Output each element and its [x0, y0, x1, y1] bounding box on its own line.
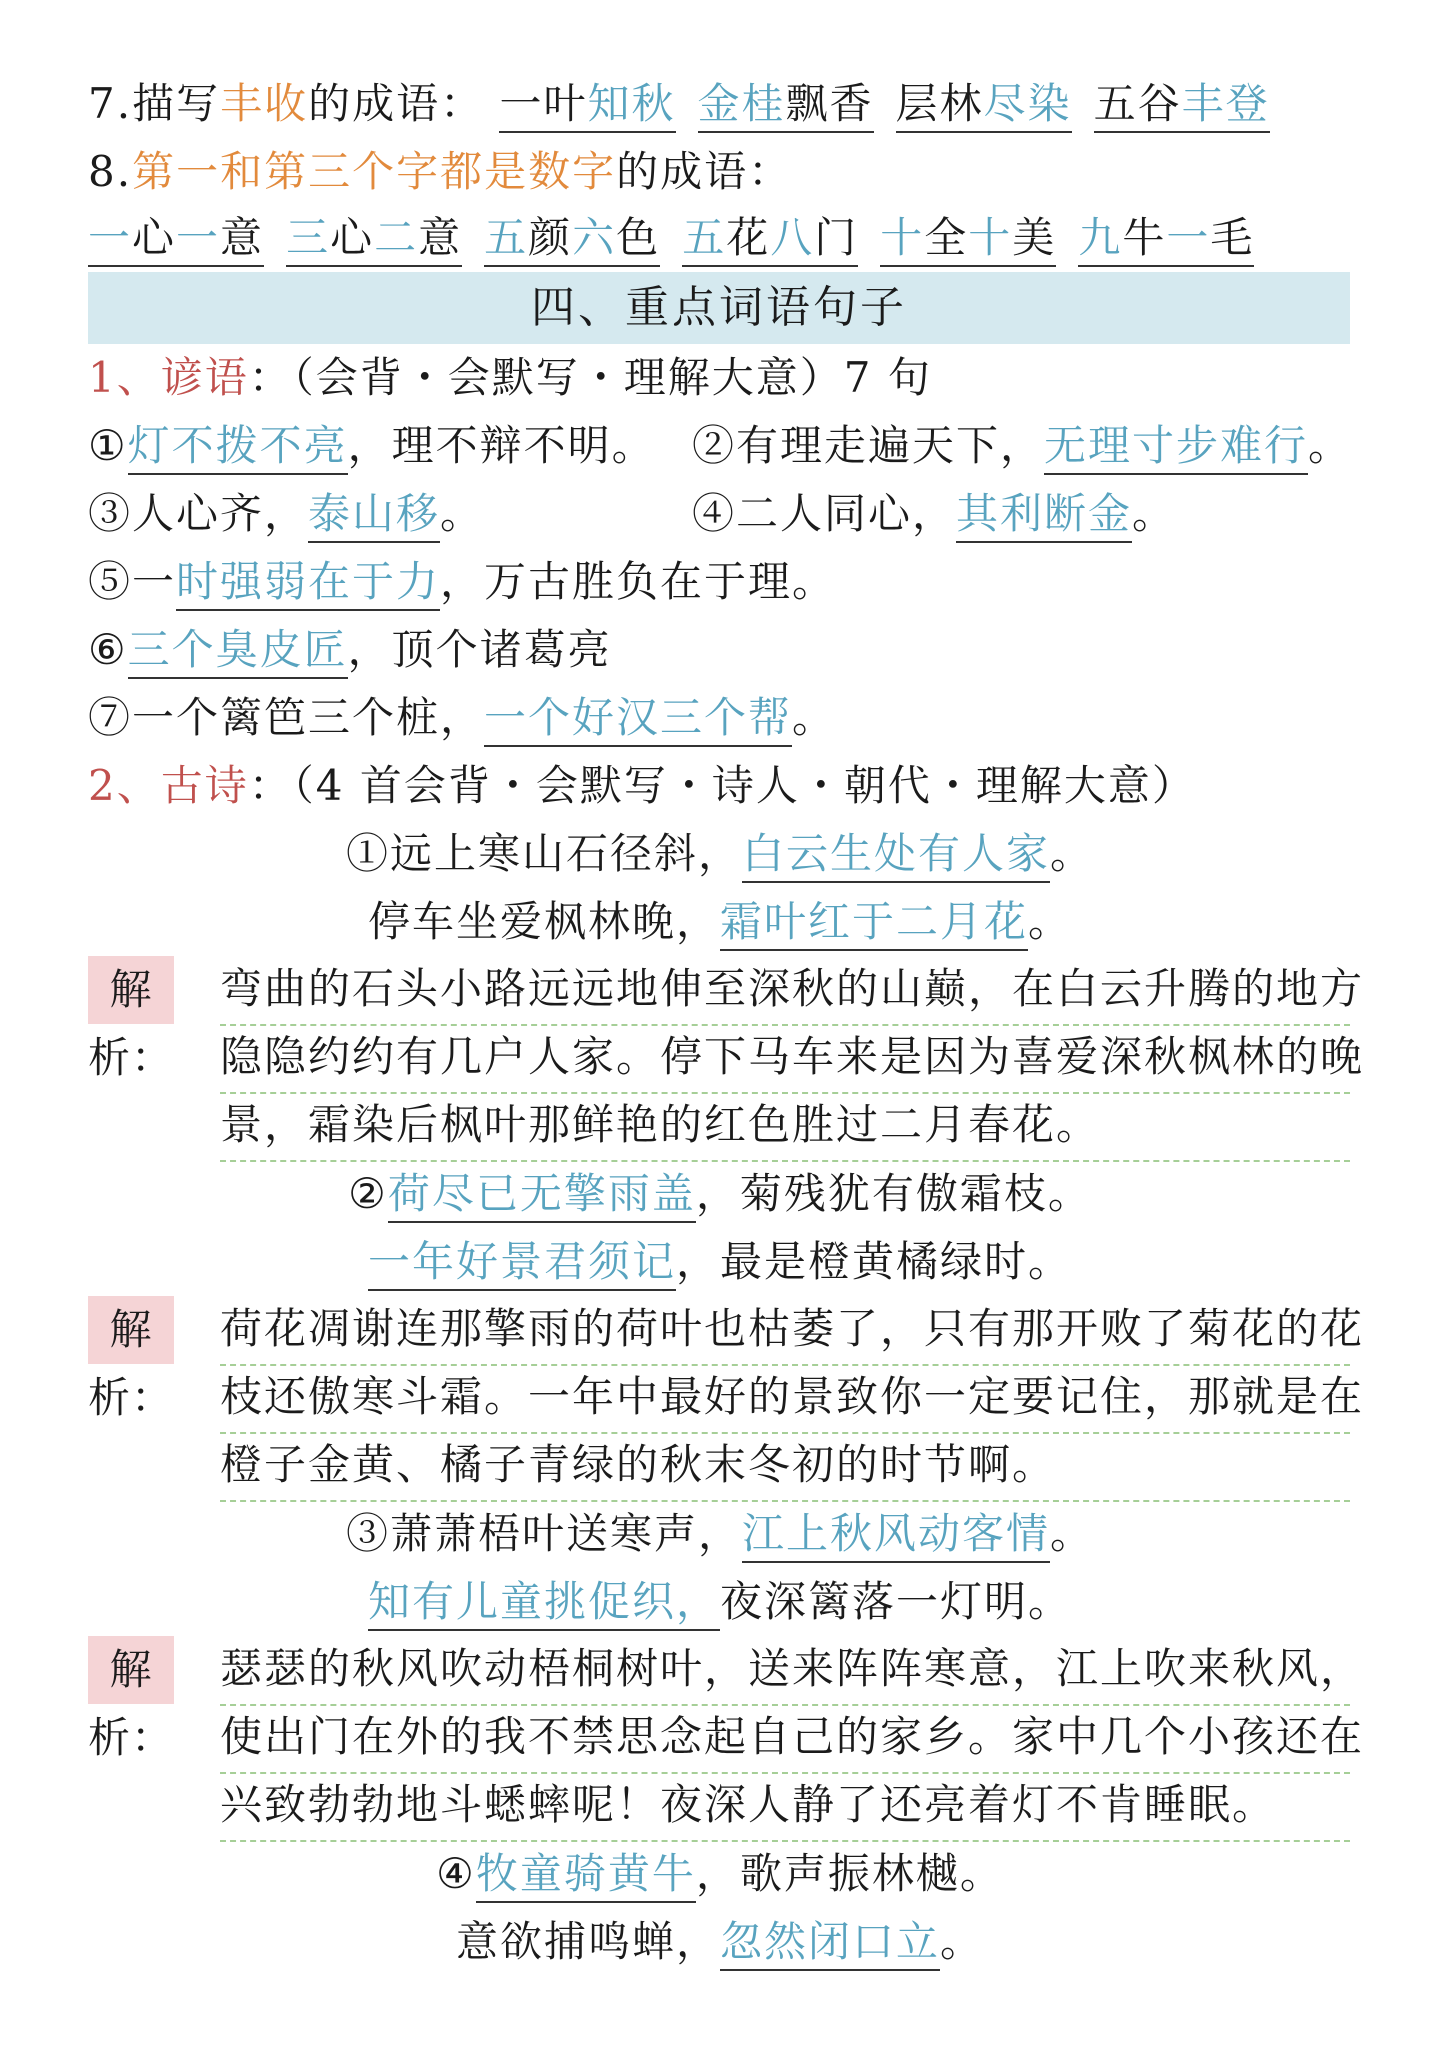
idiom-part: 丰登: [1181, 79, 1270, 128]
proverb-2: [692, 412, 1392, 480]
item8-idiom-list: [88, 213, 1276, 262]
idiom-part: 色: [616, 213, 661, 262]
poem3-line1: [0, 1500, 1440, 1568]
poem4-line1-text: ，歌声振林樾。: [695, 1849, 1004, 1898]
item8-idiom-line: [0, 204, 1440, 272]
poem2-line2-answer: 一年好景君须记: [368, 1235, 676, 1291]
idiom-part: 心: [330, 213, 375, 262]
poem4-line1: [0, 1840, 1440, 1908]
idiom: [1078, 211, 1254, 267]
idiom-part: 五谷: [1093, 79, 1182, 128]
proverb-4-text: 二人同心，: [736, 489, 957, 538]
proverb-3: [88, 480, 688, 548]
idiom-part: 一叶: [499, 79, 588, 128]
idiom-part: 美: [1012, 213, 1057, 262]
poem2-line1-answer: 荷尽已无擎雨盖: [388, 1167, 696, 1223]
poem1-line2-end: 。: [1028, 897, 1073, 946]
proverb-5-text: 一: [132, 557, 177, 606]
idiom-part: 飘香: [785, 79, 874, 128]
idiom: [880, 211, 1056, 267]
poem2-line2: [0, 1228, 1440, 1296]
poems-number: 2、: [88, 761, 161, 810]
poem2-line1-text: ，菊残犹有傲霜枝。: [695, 1169, 1092, 1218]
proverb-7-text: 一个篱笆三个桩，: [132, 693, 485, 742]
idiom-part: 尽染: [983, 79, 1072, 128]
proverb-5-answer: 时强弱在于力: [176, 555, 440, 611]
poem1-line2-answer: 霜叶红于二月花: [720, 895, 1028, 951]
idiom: [896, 77, 1072, 133]
idiom-part: 花: [726, 213, 771, 262]
poem1-line1-answer: 白云生处有人家: [742, 827, 1050, 883]
idiom-part: 一: [88, 213, 133, 262]
poem1-line2-text: 停车坐爱枫林晚，: [367, 897, 720, 946]
poem1-explanation-line: 隐隐约约有几户人家。停下马车来是因为喜爱深秋枫林的晚: [220, 1024, 1350, 1094]
idiom-part: 门: [814, 213, 859, 262]
poem4-line1-number: ④: [436, 1849, 476, 1898]
poem1-line1-text: ①远上寒山石径斜，: [345, 829, 742, 878]
proverb-3-text: 人心齐，: [132, 489, 309, 538]
poem1-line2: [0, 888, 1440, 956]
poem2-line1: [0, 1160, 1440, 1228]
idiom-part: 一: [176, 213, 221, 262]
idiom: [499, 77, 675, 133]
proverb-2-answer: 无理寸步难行: [1044, 419, 1308, 475]
idiom: [88, 211, 264, 267]
idiom: [1094, 77, 1270, 133]
poem4-line2-end: 。: [940, 1917, 985, 1966]
poem2-line2-text: ，最是橙黄橘绿时。: [676, 1237, 1073, 1286]
poems-heading: [0, 752, 1440, 820]
poem2-explanation-line: 橙子金黄、橘子青绿的秋末冬初的时节啊。: [220, 1432, 1350, 1502]
idiom-part: 八: [770, 213, 815, 262]
proverb-5-number: ⑤: [88, 557, 133, 606]
proverb-4-answer: 其利断金: [956, 487, 1132, 543]
poem3-explanation-line: 兴致勃勃地斗蟋蟀呢！夜深人静了还亮着灯不肯睡眠。: [220, 1772, 1350, 1842]
proverb-4-number: ④: [692, 489, 737, 538]
idiom-part: 知秋: [587, 79, 676, 128]
idiom-part: 意: [418, 213, 463, 262]
proverb-3-answer: 泰山移: [308, 487, 440, 543]
item7-line: [0, 70, 1440, 138]
poem2-explanation-line: 荷花凋谢连那擎雨的荷叶也枯萎了，只有那开败了菊花的花: [220, 1296, 1350, 1366]
proverb-1-number: ①: [88, 421, 128, 470]
proverb-3-number: ③: [88, 489, 133, 538]
proverb-6: [0, 616, 1440, 684]
item7-prefix: 7.描写: [88, 79, 221, 128]
section-title: 四、重点词语句子: [88, 272, 1350, 344]
item7-suffix: 的成语：: [308, 79, 485, 128]
proverb-7-number: ⑦: [88, 693, 133, 742]
idiom: [682, 211, 858, 267]
proverbs-heading: [0, 344, 1440, 412]
idiom-part: 五: [682, 213, 727, 262]
proverb-7-end: 。: [792, 693, 837, 742]
proverb-6-number: ⑥: [88, 625, 128, 674]
idiom: [484, 211, 660, 267]
proverb-2-number: ②: [692, 421, 737, 470]
item8-suffix: 的成语：: [616, 147, 793, 196]
idiom-part: 三: [286, 213, 331, 262]
poem3-line1-text: ③萧萧梧叶送寒声，: [345, 1509, 742, 1558]
poem3-line2: [0, 1568, 1440, 1636]
idiom-part: 颜: [528, 213, 573, 262]
poem3-explanation-tag: 解析：: [88, 1636, 174, 1704]
poem4-line2-text: 意欲捕鸣蝉，: [455, 1917, 720, 1966]
proverb-2-end: 。: [1308, 421, 1353, 470]
proverbs-number: 1、: [88, 353, 161, 402]
proverb-1-text: ，理不辩不明。: [347, 421, 656, 470]
item7-highlight: 丰收: [220, 79, 309, 128]
idiom-part: 一: [1166, 213, 1211, 262]
proverb-5-end: ，万古胜负在于理。: [440, 557, 837, 606]
poem1-explanation-line: 景，霜染后枫叶那鲜艳的红色胜过二月春花。: [220, 1092, 1350, 1162]
poem3-line2-text: 夜深篱落一灯明。: [720, 1577, 1073, 1626]
poem3-explanation-line: 瑟瑟的秋风吹动梧桐树叶，送来阵阵寒意，江上吹来秋风，: [220, 1636, 1350, 1706]
proverb-1-answer: 灯不拨不亮: [128, 419, 348, 475]
idiom-part: 二: [374, 213, 419, 262]
poem2-line1-number: ②: [348, 1169, 388, 1218]
idiom-part: 金桂: [697, 79, 786, 128]
item8-prefix: 8.: [88, 147, 133, 196]
proverb-3-end: 。: [440, 489, 485, 538]
idiom-part: 九: [1078, 213, 1123, 262]
poem3-line1-answer: 江上秋风动客情: [742, 1507, 1050, 1563]
proverb-4-end: 。: [1132, 489, 1177, 538]
idiom-part: 层林: [895, 79, 984, 128]
poem1-line1: [0, 820, 1440, 888]
idiom: [286, 211, 462, 267]
idiom-part: 十: [880, 213, 925, 262]
poems-label: 古诗: [160, 761, 249, 810]
proverbs-label: 谚语: [160, 353, 249, 402]
idiom-part: 十: [968, 213, 1013, 262]
poem3-line1-end: 。: [1050, 1509, 1095, 1558]
item8-highlight: 第一和第三个字都是数字: [132, 147, 617, 196]
proverb-1: [88, 412, 688, 480]
proverb-6-text: ，顶个诸葛亮: [347, 625, 612, 674]
proverb-6-answer: 三个臭皮匠: [128, 623, 348, 679]
proverbs-note: ：（会背・会默写・理解大意）7 句: [248, 353, 932, 402]
idiom-part: 六: [572, 213, 617, 262]
idiom-part: 全: [924, 213, 969, 262]
idiom-part: 意: [220, 213, 265, 262]
proverb-7-answer: 一个好汉三个帮: [484, 691, 792, 747]
poem2-explanation-tag: 解析：: [88, 1296, 174, 1364]
poems-note: ：（4 首会背・会默写・诗人・朝代・理解大意）: [248, 761, 1196, 810]
poem4-line2: [0, 1908, 1440, 1976]
idiom-part: 心: [132, 213, 177, 262]
poem1-explanation-line: 弯曲的石头小路远远地伸至深秋的山巅，在白云升腾的地方: [220, 956, 1350, 1026]
poem1-explanation-tag: 解析：: [88, 956, 174, 1024]
poem4-line1-answer: 牧童骑黄牛: [476, 1847, 696, 1903]
idiom-part: 毛: [1210, 213, 1255, 262]
proverb-7: [0, 684, 1440, 752]
idiom: [698, 77, 874, 133]
idiom-part: 牛: [1122, 213, 1167, 262]
poem1-line1-end: 。: [1050, 829, 1095, 878]
item8-title-line: [0, 138, 1440, 206]
poem4-line2-answer: 忽然闭口立: [720, 1915, 940, 1971]
proverb-4: [692, 480, 1392, 548]
item7-idiom-list: [499, 79, 1291, 128]
poem3-line2-answer: 知有儿童挑促织，: [368, 1575, 720, 1631]
proverb-2-text: 有理走遍天下，: [736, 421, 1045, 470]
poem2-explanation-line: 枝还傲寒斗霜。一年中最好的景致你一定要记住，那就是在: [220, 1364, 1350, 1434]
idiom-part: 五: [484, 213, 529, 262]
poem3-explanation-line: 使出门在外的我不禁思念起自己的家乡。家中几个小孩还在: [220, 1704, 1350, 1774]
proverb-5: [0, 548, 1440, 616]
